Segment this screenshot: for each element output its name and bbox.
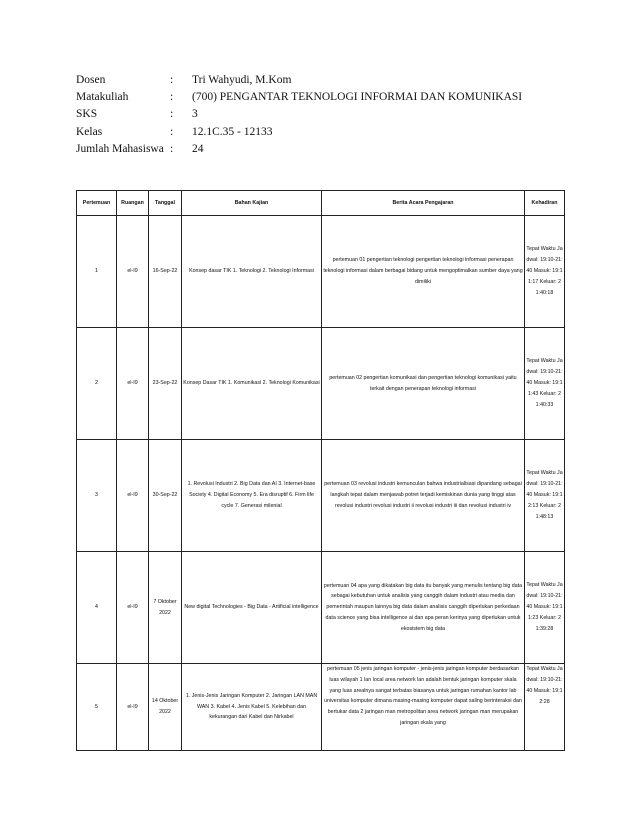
info-row-jumlah-mahasiswa: [76, 141, 522, 158]
header-berita-acara: Berita Acara Pengajaran: [322, 191, 525, 216]
info-colon: :: [170, 74, 174, 86]
cell-tanggal: 30-Sep-22: [149, 440, 182, 552]
cell-berita: pertemuan 03 revolusi industri kemunculan bahwa industrialisasi dipandang sebagai langkah tepat dalam menjawab potret terjadi kemiskinan dunia yang tinggi atas revolusi industri revolusi industri ii revolusi industri iii dan revolusi industri iv: [322, 440, 525, 552]
table-row: [77, 440, 565, 552]
cell-kajian: Konsep Dasar TIK 1. Komunikasi 2. Teknologi Komunikasi: [182, 328, 322, 440]
cell-pertemuan: 2: [77, 328, 117, 440]
cell-berita: pertemuan 05 jenis jaringan komputer - jenis-jenis jaringan komputer berdasarkan luas wilayah 1 lan local area network lan adalah bentuk jaringan komputer skala yang luas arealnya sangat terbatas biasanya untuk jaringan rumahan kantor lab universitas komputer dimana masing-masing komputer dapat saling berinteraksi dan bertukar data 2 jaringan man metropolitan area network jaringan man merupakan jaringan skala yang: [322, 664, 525, 751]
cell-pertemuan: 5: [77, 664, 117, 751]
cell-kajian: 1. Jenis-Jenis Jaringan Komputer 2. Jaringan LAN MAN WAN 3. Kabel 4. Jenis Kabel 5. Kelebihan dan kekurangan dari Kabel dan Nirkabel: [182, 664, 322, 751]
info-colon: :: [170, 108, 174, 121]
info-value: (700) PENGANTAR TEKNOLOGI INFORMAI DAN KOMUNIKASI: [192, 91, 523, 104]
cell-kehadiran: Tepat Waktu Jadwal: 19:10-21:40 Masuk: 19:11:43 Keluar: 21:40:33: [525, 328, 565, 440]
header-ruangan: Ruangan: [117, 191, 149, 216]
info-colon: :: [170, 142, 174, 155]
cell-kajian: 1. Revolusi Industri 2. Big Data dan AI 3. Internet-base Society 4. Digital Economy 5. Era disruptif 6. Firm life cycle 7. Generasi milenial: [182, 440, 322, 552]
info-row-kelas: [76, 124, 522, 141]
cell-kehadiran: Tepat Waktu Jadwal: 19:10-21:40 Masuk: 19:12:13 Keluar: 21:48:13: [525, 440, 565, 552]
table-row: [77, 664, 565, 751]
header-bahan-kajian: Bahan Kajian: [182, 191, 322, 216]
header-tanggal: Tanggal: [149, 191, 182, 216]
cell-kehadiran: Tepat Waktu Jadwal: 19:10-21:40 Masuk: 19:12:28: [525, 664, 565, 751]
info-value: 3: [192, 108, 198, 121]
table-header-row: [77, 191, 565, 216]
attendance-table: [76, 190, 565, 751]
cell-ruang: el-I9: [117, 552, 149, 664]
table-row: [77, 328, 565, 440]
cell-pertemuan: 3: [77, 440, 117, 552]
table-row: [77, 552, 565, 664]
info-value: 12.1C.35 - 12133: [192, 125, 273, 138]
info-value: Tri Wahyudi, M.Kom: [192, 74, 292, 86]
table-row: [77, 216, 565, 328]
course-info: [76, 72, 522, 158]
cell-kajian: New digital Technologies - Big Data - Artificial intelligence: [182, 552, 322, 664]
info-label: Kelas: [76, 125, 103, 138]
info-colon: :: [170, 125, 174, 138]
cell-tanggal: 16-Sep-22: [149, 216, 182, 328]
cell-berita: pertemuan 02 pengertian komunikasi dan pengertian teknologi komunikasi yaitu terkait dengan penerapan teknologi informasi: [322, 328, 525, 440]
info-label: Dosen: [76, 74, 106, 86]
cell-tanggal: 23-Sep-22: [149, 328, 182, 440]
cell-ruang: el-I9: [117, 216, 149, 328]
info-label: SKS: [76, 108, 98, 121]
info-row-dosen: [76, 72, 522, 89]
info-label: Matakuliah: [76, 91, 129, 104]
info-colon: :: [170, 91, 174, 104]
cell-kehadiran: Tepat Waktu Jadwal: 19:10-21:40 Masuk: 19:11:17 Keluar: 21:40:18: [525, 216, 565, 328]
header-kehadiran: Kehadiran: [525, 191, 565, 216]
cell-kajian: Konsep dasar TIK 1. Teknologi 2. Teknologi Informasi: [182, 216, 322, 328]
cell-ruang: el-I9: [117, 328, 149, 440]
info-row-matakuliah: [76, 89, 522, 106]
info-label: Jumlah Mahasiswa: [76, 142, 164, 155]
cell-pertemuan: 1: [77, 216, 117, 328]
cell-tanggal: 14 Oktober 2022: [149, 664, 182, 751]
info-value: 24: [192, 142, 204, 155]
cell-berita: pertemuan 04 apa yang dikatakan big data itu banyak yang menulis tentang big data sebagai kebutuhan untuk analisis yang canggih dalam industri atau media dan pemerintah maupun lainnya big data dalam analisis canggih diperlukan perkedaan data science yang bisa intelligence ai dan apa peran kerinya yang diperlukan untuk ekosistem big data: [322, 552, 525, 664]
cell-tanggal: 7 Oktober 2022: [149, 552, 182, 664]
cell-berita: pertemuan 01 pengertian teknologi pengertian teknologi informasi penerapan teknologi informasi dalam berbagai bidang untuk mengoptimalkan sumber daya yang dimiliki: [322, 216, 525, 328]
header-pertemuan: Pertemuan: [77, 191, 117, 216]
info-row-sks: [76, 106, 522, 123]
cell-ruang: el-I9: [117, 440, 149, 552]
cell-pertemuan: 4: [77, 552, 117, 664]
cell-ruang: el-I9: [117, 664, 149, 751]
cell-kehadiran: Tepat Waktu Jadwal: 19:10-21:40 Masuk: 19:11:23 Keluar: 21:39:28: [525, 552, 565, 664]
